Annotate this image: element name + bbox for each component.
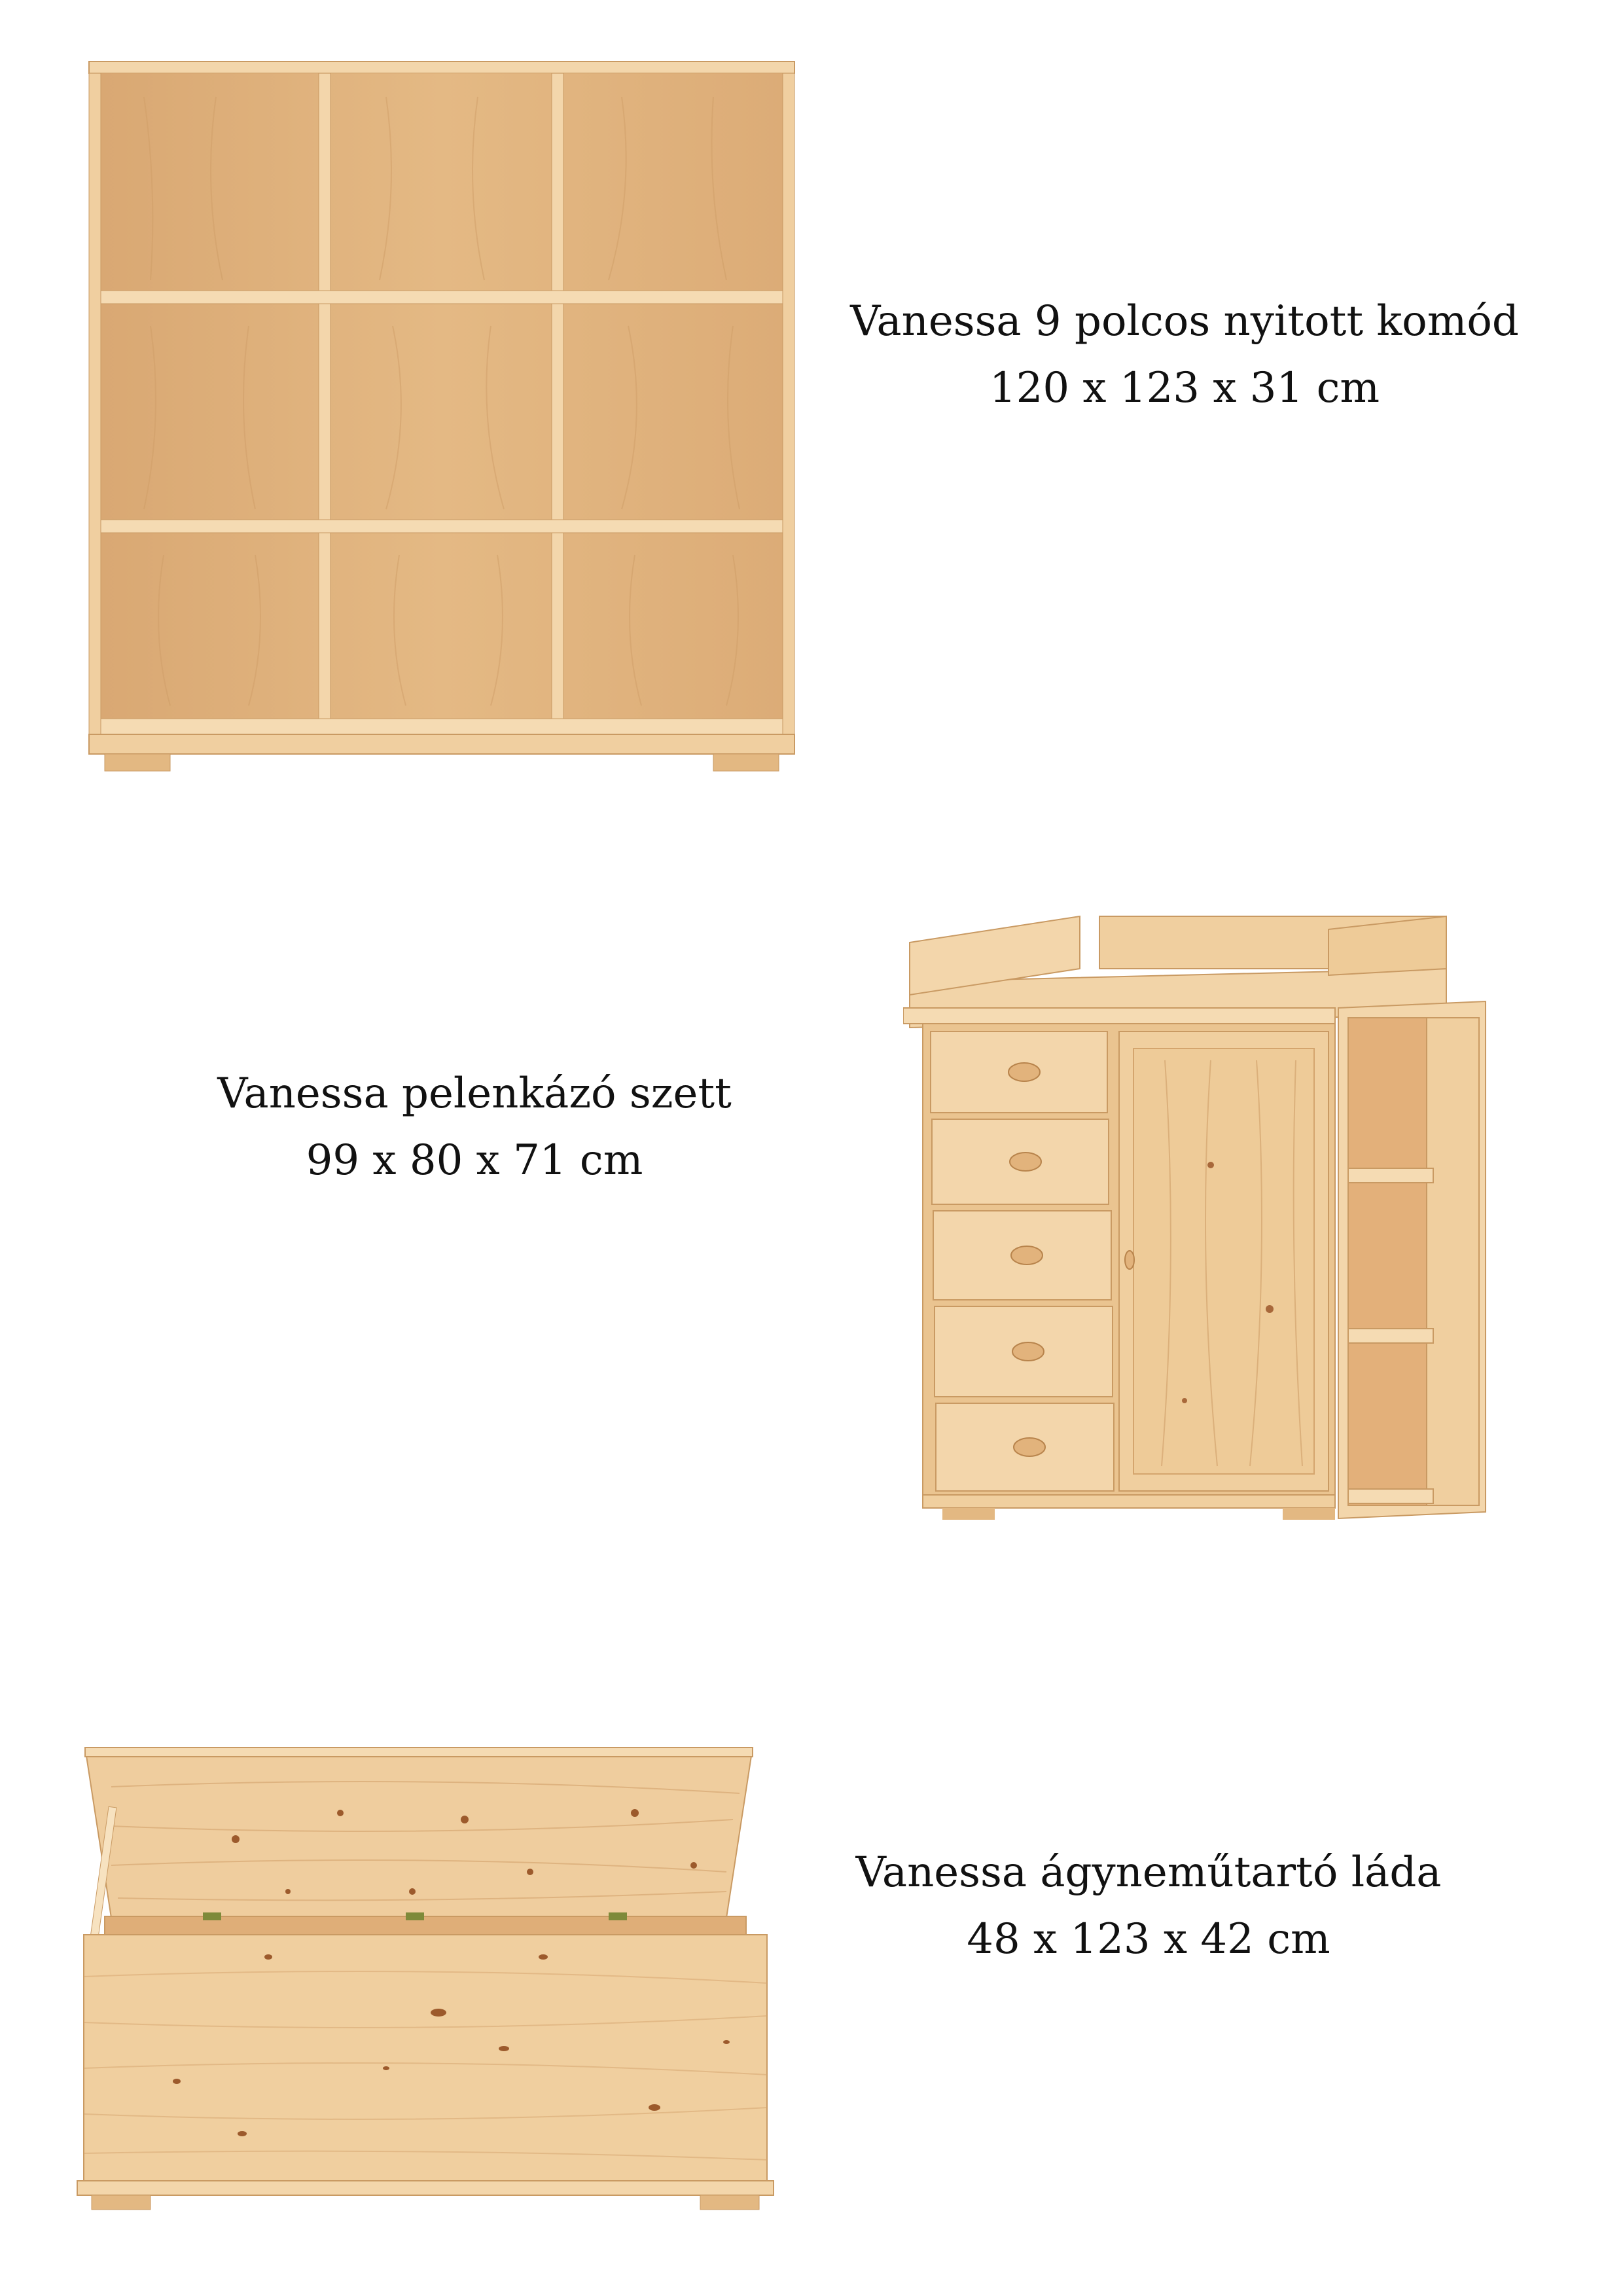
product-name: Vanessa pelenkázó szett bbox=[217, 1069, 732, 1118]
open-shelf-cabinet-photo bbox=[85, 58, 798, 784]
product-caption-chest bbox=[805, 1839, 1492, 1973]
product-name: Vanessa ágyneműtartó láda bbox=[855, 1848, 1442, 1897]
product-dimensions: 48 x 123 x 42 cm bbox=[967, 1915, 1330, 1964]
product-dimensions: 99 x 80 x 71 cm bbox=[306, 1136, 643, 1185]
changing-table-set-photo bbox=[903, 903, 1525, 1558]
product-caption-changing-table bbox=[144, 1060, 805, 1194]
product-dimensions: 120 x 123 x 31 cm bbox=[989, 364, 1380, 412]
bedding-storage-chest-photo bbox=[72, 1741, 779, 2212]
product-name: Vanessa 9 polcos nyitott komód bbox=[850, 297, 1519, 346]
product-caption-shelf bbox=[812, 288, 1558, 422]
